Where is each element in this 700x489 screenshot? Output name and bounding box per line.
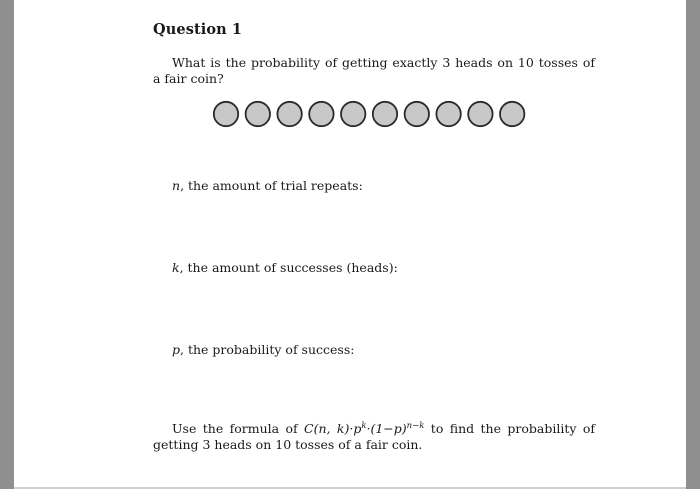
question-title: Question 1 <box>153 21 243 38</box>
coin-icon <box>405 102 429 126</box>
formula-expr-middle: ·(1−p) <box>366 421 407 436</box>
formula-exp-k: k <box>361 421 367 431</box>
coin-icon <box>341 102 365 126</box>
coin-icon <box>468 102 492 126</box>
coin-icon <box>214 102 238 126</box>
field-p-text: , the probability of success: <box>180 342 355 357</box>
formula-expression <box>304 421 424 436</box>
field-n-label <box>172 178 363 193</box>
var-k: k <box>172 260 180 275</box>
formula-exp-nk: n−k <box>406 421 425 431</box>
question-text: What is the probability of getting exactly 3 heads on 10 tosses of a fair coin? <box>153 55 595 86</box>
formula-expr-main: C(n, k)·p <box>304 421 362 436</box>
field-n-text: , the amount of trial repeats: <box>180 178 363 193</box>
var-p: p <box>172 342 181 357</box>
coin-row <box>212 99 552 129</box>
coin-icon <box>246 102 270 126</box>
field-k-label <box>172 260 398 275</box>
coin-icon <box>373 102 397 126</box>
left-margin-bar <box>0 0 14 489</box>
coin-row-graphic <box>212 99 552 129</box>
formula-suffix: to find the probability of getting 3 heads on 10 tosses of a fair coin. <box>153 421 595 452</box>
field-p-label <box>172 342 354 357</box>
field-k-text: , the amount of successes (heads): <box>179 260 398 275</box>
var-n: n <box>172 178 181 193</box>
coin-icon <box>436 102 460 126</box>
right-margin-bar <box>686 0 700 489</box>
document-page <box>14 0 686 489</box>
coin-icon <box>277 102 301 126</box>
coin-icon <box>500 102 524 126</box>
coin-icon <box>309 102 333 126</box>
formula-instruction <box>153 421 595 453</box>
formula-prefix: Use the formula of <box>172 421 305 436</box>
